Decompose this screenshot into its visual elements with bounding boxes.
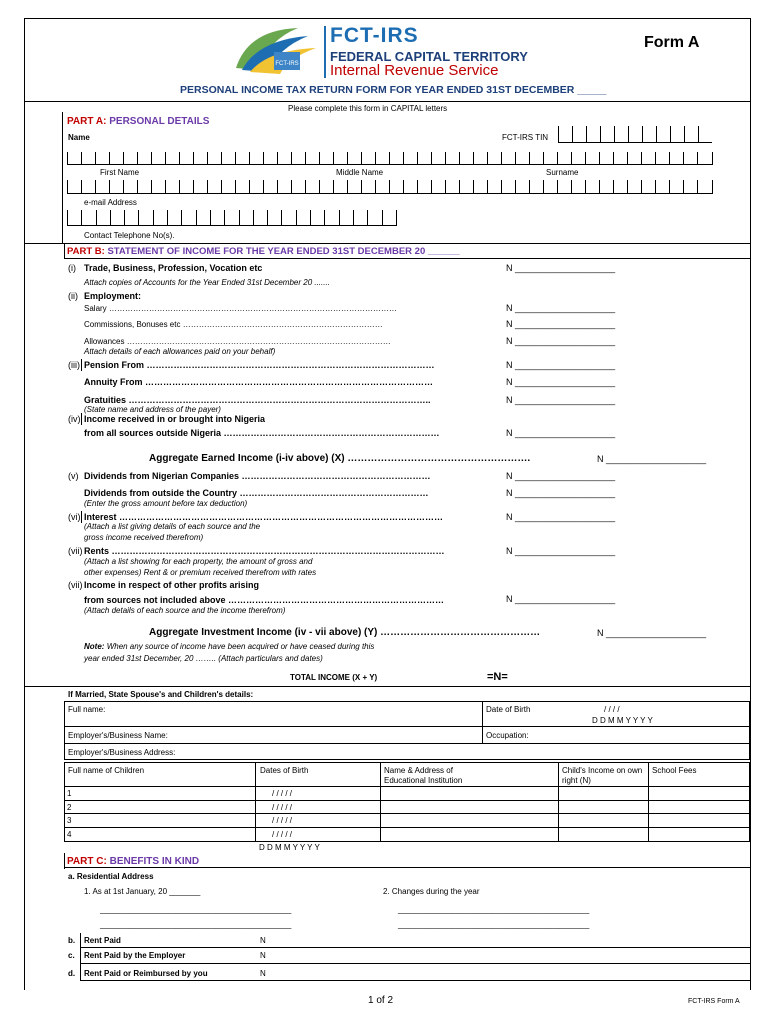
spouse-dob-label: Date of Birth: [486, 705, 531, 714]
children-col-fees: School Fees: [652, 766, 697, 775]
interest-amount[interactable]: N ____________________: [506, 512, 616, 522]
comb-cell: [347, 152, 361, 164]
rents-note1: (Attach a list showing for each property, the amount of gross and: [84, 557, 313, 566]
comb-cell: [697, 152, 711, 164]
tin-label: FCT-IRS TIN: [502, 133, 549, 142]
allowances-amount[interactable]: N ____________________: [506, 336, 616, 346]
note-line2: year ended 31st December, 20 …….. (Attach particulars and dates): [84, 654, 323, 663]
comb-cell: [613, 180, 627, 193]
comb-cell: [683, 152, 697, 164]
trade-amount[interactable]: N ____________________: [506, 263, 616, 273]
comb-cell: [207, 180, 221, 193]
comb-cell: [529, 180, 543, 193]
comb-cell: [585, 180, 599, 193]
comb-cell: [281, 210, 295, 225]
comb-cell: [165, 180, 179, 193]
comb-cell: [339, 210, 353, 225]
comb-cell: [557, 180, 571, 193]
email-input[interactable]: [67, 180, 713, 194]
comb-cell: [81, 210, 95, 225]
foreign-income-label2: from all sources outside Nigeria ………………………………………………………………: [84, 428, 440, 438]
item-i-num: (i): [68, 263, 76, 273]
spouse-occupation-label: Occupation:: [486, 731, 529, 740]
parta-left-rule: [62, 112, 63, 244]
spouse-row1-rule: [64, 726, 750, 727]
div-nigeria-amount[interactable]: N ____________________: [506, 471, 616, 481]
trade-label: Trade, Business, Profession, Vocation etc: [84, 263, 263, 273]
item-vi-bar: [81, 511, 82, 523]
rent-employer-letter: c.: [68, 951, 75, 960]
comb-cell: [333, 152, 347, 164]
comb-cell: [361, 180, 375, 193]
residential-address-label: a. Residential Address: [68, 872, 154, 881]
spouse-heading: If Married, State Spouse's and Children's details:: [68, 690, 254, 699]
comb-cell: [210, 210, 224, 225]
comb-cell: [641, 152, 655, 164]
comb-cell: [95, 180, 109, 193]
comb-cell: [235, 180, 249, 193]
comb-cell: [138, 210, 152, 225]
comb-cell: [445, 180, 459, 193]
allowances-note: Attach details of each allowances paid on your behalf): [84, 347, 276, 356]
comb-cell: [193, 180, 207, 193]
commissions-amount[interactable]: N ____________________: [506, 319, 616, 329]
comb-cell: [319, 152, 333, 164]
comb-cell: [267, 210, 281, 225]
child-row-4: 4: [67, 830, 72, 839]
interest-label: Interest ………………………………………………………………………………………………: [84, 512, 444, 522]
child-row-2: 2: [67, 803, 72, 812]
comb-cell: [683, 180, 697, 193]
comb-cell: [305, 180, 319, 193]
comb-cell: [529, 152, 543, 164]
child-dob-1[interactable]: / / / / /: [272, 789, 293, 798]
salary-amount[interactable]: N ____________________: [506, 303, 616, 313]
name-input[interactable]: [67, 152, 713, 165]
address-jan-label: 1. As at 1st January, 20 _______: [84, 887, 201, 896]
comb-cell: [124, 210, 138, 225]
comb-cell: [459, 180, 473, 193]
rent-reimbursed-letter: d.: [68, 969, 76, 978]
comb-cell: [67, 210, 81, 225]
annuity-label: Annuity From ……………………………………………………………………………………: [84, 377, 433, 387]
foreign-income-amount[interactable]: N ____________________: [506, 428, 616, 438]
comb-cell: [167, 210, 181, 225]
gratuities-label: Gratuities ………………………………………………………………………………………..: [84, 395, 431, 405]
comb-cell: [571, 180, 585, 193]
comb-cell: [641, 180, 655, 193]
rent-employer-n[interactable]: N: [260, 951, 266, 960]
tin-input[interactable]: [558, 126, 712, 143]
comb-cell: [543, 152, 557, 164]
salary-label: Salary ………………………………………………………………………………………………: [84, 304, 397, 313]
comb-cell: [403, 152, 417, 164]
comb-cell: [239, 210, 253, 225]
comb-cell: [109, 152, 123, 164]
partc-underline: [64, 867, 750, 868]
child-dob-3[interactable]: / / / / /: [272, 816, 293, 825]
comb-cell: [123, 152, 137, 164]
comb-cell: [367, 210, 381, 225]
comb-cell: [67, 152, 81, 164]
comb-cell: [585, 152, 599, 164]
form-label: Form A: [644, 34, 700, 51]
comb-cell: [151, 152, 165, 164]
aggregate-earned-amount[interactable]: N ____________________: [597, 454, 707, 464]
employment-label: Employment:: [84, 291, 142, 301]
rent-paid-letter: b.: [68, 936, 76, 945]
address-jan-line1[interactable]: ___________________________________________: [100, 905, 292, 914]
comb-cell: [81, 152, 95, 164]
item-vi-num: (vi): [68, 512, 81, 522]
comb-cell: [487, 152, 501, 164]
telephone-label: Contact Telephone No(s).: [84, 231, 175, 240]
telephone-input[interactable]: [67, 210, 397, 226]
allowances-label: Allowances ………………………………………………………………………………………: [84, 337, 391, 346]
comb-cell: [627, 180, 641, 193]
form-ref: FCT-IRS Form A: [688, 998, 740, 1005]
rent-row-rule-1: [80, 947, 750, 948]
item-iv-bar: [81, 413, 82, 425]
rents-amount[interactable]: N ____________________: [506, 546, 616, 556]
div-outside-label: Dividends from outside the Country ………………………………………………………: [84, 488, 429, 498]
comb-cell: [224, 210, 238, 225]
children-header-rule: [64, 786, 750, 787]
svg-text:FCT-IRS: FCT-IRS: [275, 61, 299, 67]
total-income-label: TOTAL INCOME (X + Y): [290, 673, 378, 682]
comb-cell: [445, 152, 459, 164]
comb-cell: [221, 180, 235, 193]
children-col2: [380, 762, 381, 842]
child-rule-1: [64, 800, 750, 801]
name-label: Name: [68, 133, 90, 142]
div-note: (Enter the gross amount before tax deduction): [84, 499, 248, 508]
comb-cell: [96, 210, 110, 225]
trade-note: Attach copies of Accounts for the Year Ended 31st December 20 .......: [84, 278, 330, 287]
comb-cell: [81, 180, 95, 193]
comb-cell: [599, 152, 613, 164]
item-v-num: (v): [68, 471, 79, 481]
comb-cell: [193, 152, 207, 164]
comb-cell: [431, 180, 445, 193]
address-changes-label: 2. Changes during the year: [383, 887, 480, 896]
comb-cell: [196, 210, 210, 225]
comb-cell: [181, 210, 195, 225]
comb-cell: [235, 152, 249, 164]
comb-cell: [291, 180, 305, 193]
comb-cell: [501, 152, 515, 164]
child-rule-2: [64, 813, 750, 814]
children-col-dob: Dates of Birth: [260, 766, 309, 775]
spouse-dob-slashes[interactable]: / / / /: [604, 705, 620, 714]
frame-right: [750, 18, 751, 990]
partc-item-bar: [80, 933, 81, 981]
logo-sub1: FEDERAL CAPITAL TERRITORY: [330, 49, 528, 64]
comb-cell: [333, 180, 347, 193]
total-income-symbol: =N=: [487, 671, 508, 683]
partb-mark: [64, 243, 65, 259]
comb-cell: [389, 152, 403, 164]
annuity-amount[interactable]: N ____________________: [506, 377, 616, 387]
comb-cell: [375, 180, 389, 193]
comb-cell: [153, 210, 167, 225]
comb-cell: [599, 180, 613, 193]
comb-cell: [151, 180, 165, 193]
comb-cell: [110, 210, 124, 225]
children-col4: [648, 762, 649, 842]
frame-left: [24, 18, 25, 990]
comb-cell: [459, 152, 473, 164]
spouse-fullname-label: Full name:: [68, 705, 106, 714]
interest-note1: (Attach a list giving details of each source and the: [84, 522, 261, 531]
comb-cell: [417, 152, 431, 164]
child-dob-2[interactable]: / / / / /: [272, 803, 293, 812]
comb-cell: [697, 180, 711, 193]
rent-reimbursed-n[interactable]: N: [260, 969, 266, 978]
children-col3: [558, 762, 559, 842]
pension-amount[interactable]: N ____________________: [506, 360, 616, 370]
comb-cell: [137, 152, 151, 164]
comb-cell: [669, 180, 683, 193]
partb-heading: PART B: STATEMENT OF INCOME FOR THE YEAR ENDED 31ST DECEMBER 20 ______: [67, 246, 460, 257]
total-rule: [24, 686, 750, 687]
instruction: Please complete this form in CAPITAL letters: [288, 104, 448, 113]
comb-cell: [655, 180, 669, 193]
comb-cell: [207, 152, 221, 164]
aggregate-investment-label: Aggregate Investment Income (iv - vii above) (Y) …………………………………………: [149, 627, 541, 638]
comb-cell: [179, 152, 193, 164]
children-col-school: Name & Address of Educational Institution: [384, 766, 463, 785]
comb-cell: [291, 152, 305, 164]
other-income-label2: from sources not included above ………………………………………………………………: [84, 595, 445, 605]
child-row-3: 3: [67, 816, 72, 825]
foreign-income-label1: Income received in or brought into Nigeria: [84, 414, 266, 424]
address-jan-line2[interactable]: ___________________________________________: [100, 920, 292, 929]
comb-cell: [95, 152, 109, 164]
comb-cell: [515, 152, 529, 164]
other-income-label1: Income in respect of other profits arising: [84, 580, 260, 590]
comb-cell: [263, 180, 277, 193]
comb-cell: [417, 180, 431, 193]
comb-cell: [571, 152, 585, 164]
item-iii-num: (iii): [68, 360, 80, 370]
comb-cell: [109, 180, 123, 193]
children-col-income: Child's Income on own right (N): [562, 766, 643, 785]
comb-cell: [179, 180, 193, 193]
frame-top: [24, 18, 750, 19]
gratuities-note: (State name and address of the payer): [84, 405, 221, 414]
logo-divider: [324, 26, 326, 78]
children-dob-format: D D M M Y Y Y Y: [259, 843, 320, 852]
comb-cell: [253, 210, 267, 225]
other-income-amount[interactable]: N ____________________: [506, 594, 616, 604]
comb-cell: [123, 180, 137, 193]
pension-label: Pension From ……………………………………………………………………………………: [84, 360, 435, 370]
comb-cell: [361, 152, 375, 164]
spouse-dob-format: D D M M Y Y Y Y: [592, 716, 653, 725]
fct-irs-emblem: [228, 22, 322, 78]
item-iv-num: (iv): [68, 414, 81, 424]
comb-cell: [389, 180, 403, 193]
comb-cell: [263, 152, 277, 164]
gratuities-amount[interactable]: N ____________________: [506, 395, 616, 405]
rent-reimbursed-label: Rent Paid or Reimbursed by you: [84, 969, 208, 978]
other-income-note: (Attach details of each source and the income therefrom): [84, 606, 286, 615]
comb-cell: [221, 152, 235, 164]
comb-cell: [305, 152, 319, 164]
div-outside-amount[interactable]: N ____________________: [506, 488, 616, 498]
comb-cell: [165, 152, 179, 164]
children-col-name: Full name of Children: [68, 766, 145, 775]
aggregate-earned-label: Aggregate Earned Income (i-iv above) (X) ……………………………………………….: [149, 453, 531, 464]
div-nigeria-label: Dividends from Nigerian Companies ………………………………………………………: [84, 471, 431, 481]
comb-cell: [353, 210, 367, 225]
comb-cell: [613, 152, 627, 164]
comb-cell: [382, 210, 396, 225]
item-vii-num: (vii): [68, 546, 83, 556]
comb-cell: [249, 180, 263, 193]
page-number: 1 of 2: [368, 995, 394, 1006]
spouse-row2-rule: [64, 743, 750, 744]
comb-cell: [277, 152, 291, 164]
item-iii-bar: [81, 359, 82, 371]
comb-cell: [324, 210, 338, 225]
comb-cell: [249, 152, 263, 164]
first-name-label: First Name: [100, 168, 140, 177]
rent-row-rule-2: [80, 963, 750, 964]
partb-underline: [64, 258, 750, 259]
rent-paid-n[interactable]: N: [260, 936, 266, 945]
comb-cell: [487, 180, 501, 193]
parta-heading: PART A: PERSONAL DETAILS: [67, 116, 210, 127]
comb-cell: [655, 152, 669, 164]
form-title: PERSONAL INCOME TAX RETURN FORM FOR YEAR ENDED 31ST DECEMBER _____: [180, 84, 607, 96]
comb-cell: [669, 152, 683, 164]
comb-cell: [473, 180, 487, 193]
address-changes-line2[interactable]: ___________________________________________: [398, 920, 590, 929]
logo-sub2: Internal Revenue Service: [330, 62, 499, 79]
spouse-employer-label: Employer's/Business Name:: [68, 731, 168, 740]
interest-note2: gross income received therefrom): [84, 533, 204, 542]
rents-label: Rents …………………………………………………………………………………………………: [84, 546, 445, 556]
comb-cell: [67, 180, 81, 193]
comb-cell: [277, 180, 291, 193]
child-rule-3: [64, 827, 750, 828]
child-dob-4[interactable]: / / / / /: [272, 830, 293, 839]
rent-employer-label: Rent Paid by the Employer: [84, 951, 186, 960]
comb-cell: [375, 152, 389, 164]
surname-label: Surname: [546, 168, 579, 177]
spouse-address-label: Employer's/Business Address:: [68, 748, 176, 757]
rent-paid-label: Rent Paid: [84, 936, 121, 945]
address-changes-line1[interactable]: ___________________________________________: [398, 905, 590, 914]
comb-cell: [515, 180, 529, 193]
comb-cell: [319, 180, 333, 193]
aggregate-investment-amount[interactable]: N ____________________: [597, 628, 707, 638]
email-label: e-mail Address: [84, 198, 137, 207]
header-rule: [24, 101, 750, 102]
comb-cell: [403, 180, 417, 193]
middle-name-label: Middle Name: [336, 168, 384, 177]
comb-cell: [543, 180, 557, 193]
children-col1: [255, 762, 256, 842]
item-ii-num: (ii): [68, 291, 78, 301]
comb-cell: [501, 180, 515, 193]
logo-title: FCT-IRS: [330, 24, 419, 47]
spouse-divider: [482, 701, 483, 743]
comb-cell: [310, 210, 324, 225]
comb-cell: [627, 152, 641, 164]
child-row-1: 1: [67, 789, 72, 798]
item-viii-num: (vii): [68, 580, 83, 590]
comb-cell: [137, 180, 151, 193]
comb-cell: [347, 180, 361, 193]
partc-heading: PART C: BENEFITS IN KIND: [67, 856, 200, 867]
comb-cell: [473, 152, 487, 164]
rents-note2: other expenses) Rent & or premium received therefrom with rates: [84, 568, 317, 577]
comb-cell: [296, 210, 310, 225]
rent-row-rule-3: [80, 980, 750, 981]
comb-cell: [431, 152, 445, 164]
commissions-label: Commissions, Bonuses etc …………………………………………………………………: [84, 320, 383, 329]
comb-cell: [557, 152, 571, 164]
note-line1: Note: When any source of income have been acquired or have ceased during this: [84, 642, 375, 651]
partb-rule: [24, 243, 750, 244]
